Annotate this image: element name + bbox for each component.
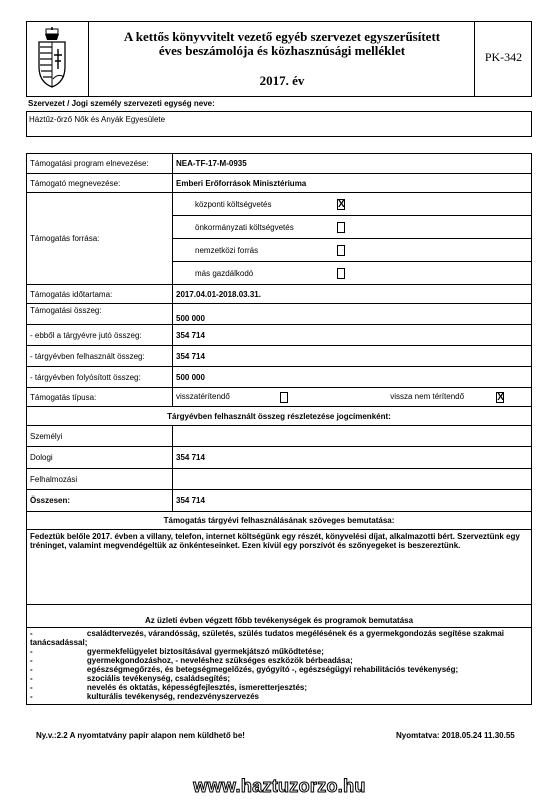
- print-timestamp: Nyomtatva: 2018.05.24 11.30.55: [396, 731, 515, 740]
- list-item: - nevelés és oktatás, képességfejlesztés, ismeretterjesztés;: [30, 683, 308, 692]
- list-item: - gyermekfelügyelet biztosításával gyermekjátszó működtetése;: [30, 647, 324, 656]
- title-line-1: A kettős könyvvitelt vezető egyéb szervezet egyszerűsített: [123, 29, 441, 44]
- table-row: [27, 605, 532, 628]
- used-label: - tárgyévben felhasznált összeg:: [27, 346, 173, 367]
- activities-heading: Az üzleti évben végzett főbb tevékenységek és programok bemutatása: [27, 605, 532, 628]
- table-row: [27, 447, 532, 469]
- source-options: [173, 193, 532, 285]
- form-code: PK-342: [484, 50, 523, 64]
- checkbox[interactable]: [337, 268, 345, 279]
- table-row: [27, 174, 532, 193]
- table-row: [27, 469, 532, 490]
- organization-label: Szervezet / Jogi személy szervezeti egység neve:: [28, 99, 215, 108]
- description-text: Fedeztük belőle 2017. évben a villany, telefon, internet költségünk egy részét, könyvelési díjat, alkalmazotti bért. Szerveztünk egy tréninget, valamint megvendégeltük az önkénteseinket. Ezen kívül egy porszívót és szőnyegeket is beszereztünk.: [27, 530, 532, 605]
- table-row: [27, 388, 532, 407]
- breakdown-value: [173, 426, 532, 447]
- program-value: NEA-TF-17-M-0935: [173, 154, 532, 174]
- supporter-label: Támogató megnevezése:: [27, 174, 173, 193]
- source-option: más gazdálkodó: [173, 261, 531, 284]
- amount-value: 500 000: [173, 304, 532, 325]
- year-share-label: - ebből a tárgyévre jutó összeg:: [27, 325, 173, 346]
- total-value: 354 714: [173, 490, 532, 512]
- used-value: 354 714: [173, 346, 532, 367]
- table-row: [27, 512, 532, 530]
- hungarian-coat-of-arms-icon: [32, 27, 72, 91]
- refundable-checkbox[interactable]: [280, 392, 288, 403]
- duration-label: Támogatás időtartama:: [27, 285, 173, 304]
- program-label: Támogatási program elnevezése:: [27, 154, 173, 174]
- breakdown-value: 354 714: [173, 447, 532, 469]
- list-item: - egészségmegőrzés, és betegségmegelőzés, gyógyító -, egészségügyi rehabilitációs tevékenység;: [30, 665, 459, 674]
- table-row: [27, 325, 532, 346]
- table-row: [27, 285, 532, 304]
- list-item: - szociális tevékenység, családsegítés;: [30, 674, 231, 683]
- source-option: központi költségvetés X: [195, 198, 345, 210]
- table-row: [27, 193, 532, 285]
- breakdown-label: Személyi: [27, 426, 173, 447]
- title-line-2: éves beszámolója és közhasznúsági melléklet: [158, 43, 406, 58]
- nonrefundable-checkbox[interactable]: X: [497, 391, 504, 403]
- list-item: - kulturális tevékenység, rendezvényszervezés: [30, 692, 259, 701]
- list-item: - családtervezés, várandósság, születés, szülés tudatos megélésének és a gyermekgondozás segítése szakmai tanácsadással;: [30, 629, 504, 647]
- table-row: [27, 530, 532, 605]
- table-row: [27, 628, 532, 705]
- support-table: [26, 153, 532, 705]
- table-row: [27, 304, 532, 325]
- table-row: [27, 346, 532, 367]
- table-row: [27, 367, 532, 388]
- report-year: 2017. év: [259, 73, 305, 88]
- breakdown-value: [173, 469, 532, 490]
- paid-value: 500 000: [173, 367, 532, 388]
- table-row: [27, 426, 532, 447]
- description-heading: Támogatás tárgyévi felhasználásának szöveges bemutatása:: [27, 512, 532, 530]
- form-title: [96, 30, 468, 58]
- list-item: - gyermekgondozáshoz, - neveléshez szükséges eszközök bérbeadása;: [30, 656, 353, 665]
- source-option: nemzetközi forrás: [173, 238, 531, 261]
- footer-notice: Ny.v.:2.2 A nyomtatvány papír alapon nem küldhető be!: [36, 731, 245, 740]
- amount-label: Támogatási összeg:: [27, 304, 173, 325]
- total-label: Összesen:: [27, 490, 173, 512]
- source-label: Támogatás forrása:: [27, 193, 173, 285]
- supporter-value: Emberi Erőforrások Minisztériuma: [173, 174, 532, 193]
- website-watermark: www.haztuzorzo.hu: [193, 776, 366, 796]
- breakdown-label: Felhalmozási: [27, 469, 173, 490]
- duration-value: 2017.04.01-2018.03.31.: [173, 285, 532, 304]
- type-nonrefundable: vissza nem térítendő: [390, 392, 465, 402]
- table-row: [27, 407, 532, 426]
- paid-label: - tárgyévben folyósított összeg:: [27, 367, 173, 388]
- breakdown-label: Dologi: [27, 447, 173, 469]
- breakdown-heading: Tárgyévben felhasznált összeg részletezése jogcímenként:: [27, 407, 532, 426]
- checkbox[interactable]: [337, 245, 345, 256]
- checkbox[interactable]: X: [338, 198, 345, 210]
- type-refundable: visszatérítendő: [176, 392, 230, 402]
- type-label: Támogatás típusa:: [27, 388, 173, 407]
- table-row: [27, 154, 532, 174]
- organization-name: Háztűz-őrző Nők és Anyák Egyesülete: [29, 115, 166, 124]
- checkbox[interactable]: [337, 222, 345, 233]
- source-option: önkormányzati költségvetés: [173, 215, 531, 238]
- table-row: [27, 490, 532, 512]
- year-share-value: 354 714: [173, 325, 532, 346]
- type-options: [173, 388, 532, 407]
- activities-list: [27, 628, 532, 705]
